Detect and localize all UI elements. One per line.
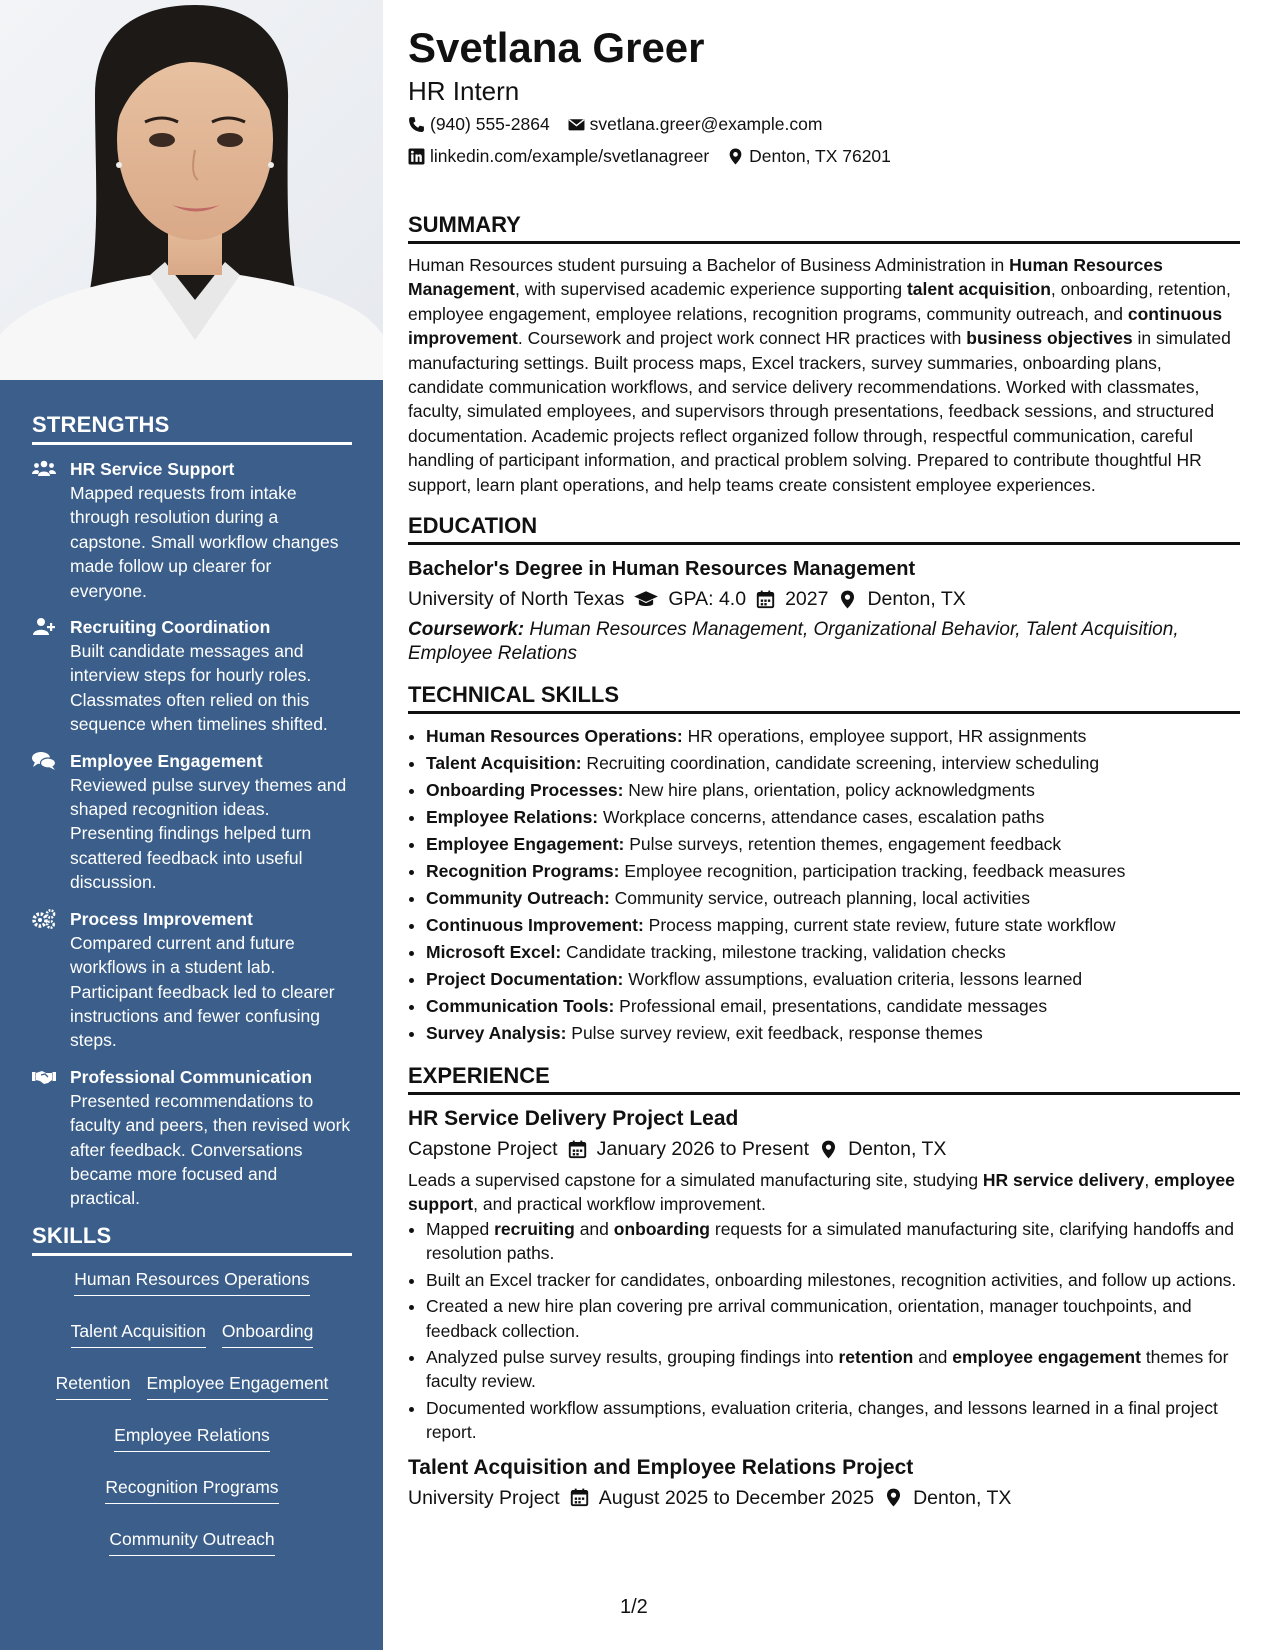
map-pin-icon	[727, 148, 744, 165]
phone-contact[interactable]	[408, 108, 550, 140]
school-name: University of North Texas	[408, 588, 625, 611]
skill-tag: Retention	[56, 1372, 131, 1400]
list-item: • Mapped recruiting and onboarding requests for a simulated manufacturing site, clarifying handoffs and resolution paths.	[426, 1217, 1240, 1266]
graduation-cap-icon	[634, 590, 658, 609]
envelope-icon	[568, 116, 585, 133]
skills-heading: SKILLS	[32, 1223, 352, 1256]
linkedin-contact[interactable]	[408, 140, 709, 172]
job-bullets	[408, 1217, 1240, 1445]
graduation-year: 2027	[785, 588, 829, 611]
list-item: • Analyzed pulse survey results, grouping findings into retention and employee engagement themes for faculty review.	[426, 1345, 1240, 1394]
education-meta	[408, 584, 1240, 614]
strength-title: Employee Engagement	[70, 750, 263, 771]
list-item: • Microsoft Excel: Candidate tracking, milestone tracking, validation checks	[426, 939, 1240, 966]
skill-tag: Human Resources Operations	[74, 1268, 309, 1296]
list-item: • Community Outreach: Community service, outreach planning, local activities	[426, 885, 1240, 912]
list-item: • Documented workflow assumptions, evaluation criteria, changes, and lessons learned in a final project report.	[426, 1396, 1240, 1445]
strength-body: Presented recommendations to faculty and peers, then revised work after feedback. Conversations became more focused and practical.	[70, 1090, 351, 1209]
list-item: • Survey Analysis: Pulse survey review, exit feedback, response themes	[426, 1020, 1240, 1047]
email-text: svetlana.greer@example.com	[589, 114, 823, 134]
summary-heading: SUMMARY	[408, 212, 1240, 244]
skill-tag: Community Outreach	[109, 1528, 274, 1556]
skill-tags	[32, 1268, 352, 1556]
job-org: Capstone Project	[408, 1138, 558, 1161]
linkedin-icon	[408, 148, 425, 165]
job-dates: August 2025 to December 2025	[598, 1486, 875, 1509]
job-title: HR Service Delivery Project Lead	[408, 1107, 739, 1131]
strength-item	[32, 615, 352, 737]
contact-row	[408, 140, 1240, 172]
strength-item	[32, 1065, 352, 1211]
job-org: University Project	[408, 1486, 560, 1509]
strength-title: Process Improvement	[70, 908, 253, 929]
job-meta	[408, 1483, 1240, 1513]
list-item: • Communication Tools: Professional email, presentations, candidate messages	[426, 993, 1240, 1020]
strength-body: Mapped requests from intake through resolution during a capstone. Small workflow changes made follow up clearer for everyone.	[70, 483, 339, 601]
main-content	[408, 24, 1240, 1513]
calendar-icon	[756, 590, 775, 609]
candidate-name: Svetlana Greer	[408, 24, 705, 71]
skill-tag: Recognition Programs	[105, 1476, 278, 1504]
strength-title: Recruiting Coordination	[70, 617, 271, 638]
contact-row	[408, 108, 1240, 140]
degree-title: Bachelor's Degree in Human Resources Management	[408, 558, 916, 581]
strength-body: Compared current and future workflows in a student lab. Participant feedback led to clearer instructions and fewer confusing steps.	[70, 932, 335, 1051]
calendar-icon	[570, 1488, 589, 1507]
list-item: • Human Resources Operations: HR operations, employee support, HR assignments	[426, 723, 1240, 750]
list-item: • Project Documentation: Workflow assumptions, evaluation criteria, lessons learned	[426, 966, 1240, 993]
strength-title: Professional Communication	[70, 1066, 313, 1087]
map-pin-icon	[819, 1140, 838, 1159]
strength-item	[32, 907, 352, 1053]
job-description: Leads a supervised capstone for a simulated manufacturing site, studying HR service delivery, employee support, and practical workflow improvement.	[408, 1170, 1235, 1215]
job-title: Talent Acquisition and Employee Relations Project	[408, 1455, 914, 1479]
cogs-icon	[32, 907, 70, 1053]
strength-item	[32, 749, 352, 895]
skill-tag: Employee Relations	[114, 1424, 270, 1452]
list-item: • Talent Acquisition: Recruiting coordination, candidate screening, interview scheduling	[426, 750, 1240, 777]
list-item: • Employee Engagement: Pulse surveys, retention themes, engagement feedback	[426, 831, 1240, 858]
comments-icon	[32, 749, 70, 895]
coursework: Coursework: Human Resources Management, Organizational Behavior, Talent Acquisition, Employee Relations	[408, 619, 1179, 665]
phone-icon	[408, 116, 425, 133]
profile-photo	[0, 0, 383, 380]
technical-skills-heading: TECHNICAL SKILLS	[408, 682, 1240, 714]
job-meta	[408, 1134, 1240, 1164]
skill-tag: Talent Acquisition	[71, 1320, 206, 1348]
map-pin-icon	[838, 590, 857, 609]
list-item: • Employee Relations: Workplace concerns, attendance cases, escalation paths	[426, 804, 1240, 831]
users-icon	[32, 457, 70, 603]
list-item: • Recognition Programs: Employee recognition, participation tracking, feedback measures	[426, 858, 1240, 885]
map-pin-icon	[884, 1488, 903, 1507]
candidate-role: HR Intern	[408, 76, 520, 106]
list-item: • Built an Excel tracker for candidates, onboarding milestones, recognition activities, and follow up actions.	[426, 1268, 1240, 1292]
linkedin-text: linkedin.com/example/svetlanagreer	[430, 146, 710, 166]
strength-item	[32, 457, 352, 603]
strengths-heading: STRENGTHS	[32, 412, 352, 445]
strength-body: Reviewed pulse survey themes and shaped recognition ideas. Presenting findings helped turn scattered feedback into useful discussion.	[70, 774, 347, 893]
handshake-icon	[32, 1065, 70, 1211]
technical-skills-list	[408, 723, 1240, 1047]
list-item: • Onboarding Processes: New hire plans, orientation, policy acknowledgments	[426, 777, 1240, 804]
strength-body: Built candidate messages and interview steps for hourly roles. Classmates often relied on this sequence when timelines shifted.	[70, 641, 328, 735]
education-heading: EDUCATION	[408, 513, 1240, 545]
phone-text: (940) 555-2864	[430, 114, 550, 134]
list-item: • Continuous Improvement: Process mapping, current state review, future state workflow	[426, 912, 1240, 939]
experience-heading: EXPERIENCE	[408, 1063, 1240, 1095]
sidebar	[0, 0, 383, 1650]
location-contact	[727, 140, 891, 172]
strength-title: HR Service Support	[70, 459, 235, 479]
email-contact[interactable]	[568, 108, 823, 140]
job-dates: January 2026 to Present	[596, 1138, 810, 1161]
gpa: GPA: 4.0	[668, 588, 747, 611]
skill-tag: Onboarding	[222, 1320, 313, 1348]
user-plus-icon	[32, 615, 70, 737]
skill-tag: Employee Engagement	[147, 1372, 329, 1400]
school-location: Denton, TX	[867, 588, 966, 611]
page-number: 1/2	[620, 1596, 648, 1618]
job-location: Denton, TX	[848, 1138, 947, 1161]
list-item: • Created a new hire plan covering pre arrival communication, orientation, manager touchpoints, and feedback collection.	[426, 1294, 1240, 1343]
summary-text: Human Resources student pursuing a Bachelor of Business Administration in Human Resources Management, with supervised academic experience supporting talent acquisition, onboarding, retention, employee engagement, employee relations, recognition programs, community outreach, and continuous improvement. Coursework and project work connect HR practices with business objectives in simulated manufacturing settings. Built process maps, Excel trackers, survey summaries, onboarding plans, candidate communication workflows, and service delivery recommendations. Worked with classmates, faculty, simulated employees, and supervisors through presentations, feedback sessions, and structured documentation. Academic projects reflect organized follow through, respectful communication, careful handling of participant information, and practical problem solving. Prepared to contribute thoughtful HR support, learn plant operations, and help teams create consistent employee experiences.	[408, 255, 1231, 495]
job-location: Denton, TX	[913, 1486, 1012, 1509]
calendar-icon	[568, 1140, 587, 1159]
location-text: Denton, TX 76201	[749, 146, 891, 166]
